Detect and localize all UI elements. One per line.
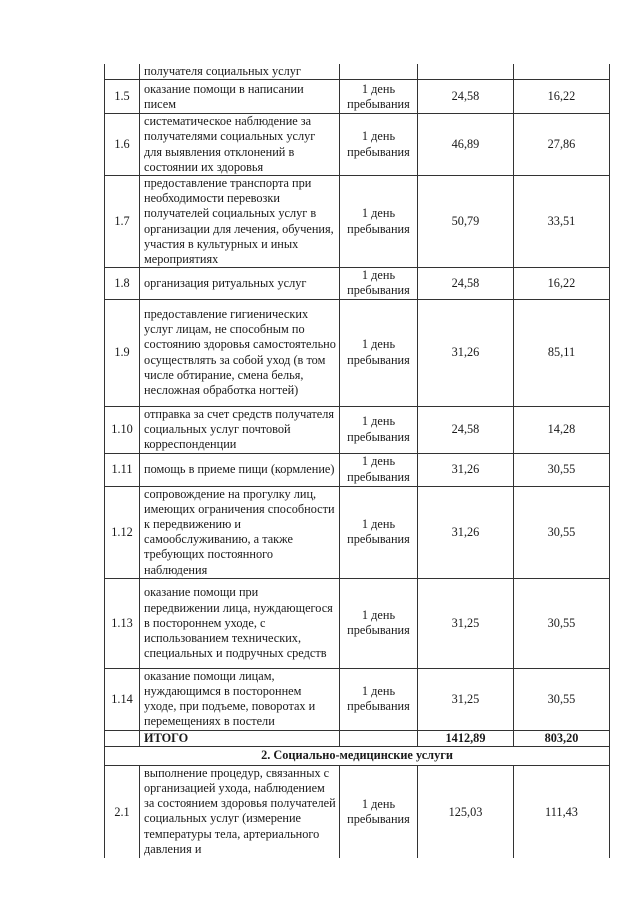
unit-label: пребывания bbox=[347, 469, 410, 484]
price-cell: 50,79 bbox=[418, 176, 514, 268]
total-label: ИТОГО bbox=[140, 730, 340, 746]
tariff-cell: 33,51 bbox=[514, 176, 610, 268]
unit-amount: 1 день bbox=[361, 206, 396, 221]
row-number: 1.14 bbox=[105, 668, 140, 730]
service-description: сопровождение на прогулку лиц, имеющих ограничения способности к передвижению и самообслуживанию, а также требующих постоянного наблюдения bbox=[140, 486, 340, 578]
unit-cell bbox=[340, 80, 418, 114]
price-cell: 46,89 bbox=[418, 114, 514, 176]
unit-cell bbox=[340, 64, 418, 80]
unit-label: пребывания bbox=[347, 221, 410, 236]
table-row bbox=[105, 114, 610, 176]
service-description: оказание помощи лицам, нуждающимся в постороннем уходе, при подъеме, поворотах и перемещениях в постели bbox=[140, 668, 340, 730]
row-number: 1.12 bbox=[105, 486, 140, 578]
tariff-cell bbox=[514, 64, 610, 80]
row-number bbox=[105, 64, 140, 80]
tariff-cell: 16,22 bbox=[514, 268, 610, 299]
service-description: помощь в приеме пищи (кормление) bbox=[140, 453, 340, 486]
unit-label: пребывания bbox=[347, 812, 410, 827]
unit-label: пребывания bbox=[347, 623, 410, 638]
row-number: 1.8 bbox=[105, 268, 140, 299]
unit-cell bbox=[340, 668, 418, 730]
price-cell: 31,25 bbox=[418, 668, 514, 730]
unit-amount: 1 день bbox=[361, 414, 396, 429]
unit-label: пребывания bbox=[347, 429, 410, 444]
price-cell: 31,26 bbox=[418, 299, 514, 406]
unit-amount: 1 день bbox=[361, 608, 396, 623]
unit-cell bbox=[340, 486, 418, 578]
unit-cell bbox=[340, 730, 418, 746]
service-description: выполнение процедур, связанных с организацией ухода, наблюдением за состоянием здоровья получателей социальных услуг (измерение температуры тела, артериального давления и bbox=[140, 765, 340, 858]
table-row bbox=[105, 486, 610, 578]
unit-label: пребывания bbox=[347, 144, 410, 159]
unit-amount: 1 день bbox=[361, 268, 396, 283]
total-row bbox=[105, 730, 610, 746]
service-description: систематическое наблюдение за получателями социальных услуг для выявления отклонений в состоянии их здоровья bbox=[140, 114, 340, 176]
unit-cell bbox=[340, 765, 418, 858]
table-row bbox=[105, 668, 610, 730]
tariff-cell: 30,55 bbox=[514, 668, 610, 730]
unit-cell bbox=[340, 268, 418, 299]
service-description: оказание помощи в написании писем bbox=[140, 80, 340, 114]
row-number: 1.5 bbox=[105, 80, 140, 114]
price-cell bbox=[418, 64, 514, 80]
unit-amount: 1 день bbox=[361, 454, 396, 469]
price-cell: 24,58 bbox=[418, 406, 514, 453]
total-price: 1412,89 bbox=[418, 730, 514, 746]
service-description: отправка за счет средств получателя социальных услуг почтовой корреспонденции bbox=[140, 406, 340, 453]
unit-amount: 1 день bbox=[361, 337, 396, 352]
table-row bbox=[105, 176, 610, 268]
tariff-cell: 111,43 bbox=[514, 765, 610, 858]
unit-cell bbox=[340, 406, 418, 453]
unit-label: пребывания bbox=[347, 352, 410, 367]
table-row bbox=[105, 406, 610, 453]
unit-cell bbox=[340, 176, 418, 268]
table-row bbox=[105, 299, 610, 406]
table-row bbox=[105, 578, 610, 668]
row-number: 1.7 bbox=[105, 176, 140, 268]
unit-amount: 1 день bbox=[361, 129, 396, 144]
row-number: 1.6 bbox=[105, 114, 140, 176]
service-description: предоставление гигиенических услуг лицам, не способным по состоянию здоровья самостоятельно осуществлять за собой уход (в том числе обтирание, смена белья, несложная обработка ногтей) bbox=[140, 299, 340, 406]
price-cell: 31,25 bbox=[418, 578, 514, 668]
unit-amount: 1 день bbox=[361, 796, 396, 811]
unit-label: пребывания bbox=[347, 96, 410, 111]
row-number: 1.13 bbox=[105, 578, 140, 668]
table-row bbox=[105, 765, 610, 858]
unit-label: пребывания bbox=[347, 699, 410, 714]
tariff-cell: 30,55 bbox=[514, 486, 610, 578]
row-number: 1.9 bbox=[105, 299, 140, 406]
tariff-cell: 30,55 bbox=[514, 453, 610, 486]
tariff-cell: 14,28 bbox=[514, 406, 610, 453]
unit-label: пребывания bbox=[347, 283, 410, 298]
section-header-row bbox=[105, 746, 610, 765]
row-number: 1.11 bbox=[105, 453, 140, 486]
unit-label: пребывания bbox=[347, 532, 410, 547]
tariff-cell: 85,11 bbox=[514, 299, 610, 406]
price-cell: 31,26 bbox=[418, 486, 514, 578]
price-cell: 24,58 bbox=[418, 80, 514, 114]
section-title: 2. Социально-медицинские услуги bbox=[105, 746, 610, 765]
row-number: 1.10 bbox=[105, 406, 140, 453]
unit-amount: 1 день bbox=[361, 684, 396, 699]
tariff-table bbox=[104, 64, 610, 858]
unit-amount: 1 день bbox=[361, 517, 396, 532]
row-number: 2.1 bbox=[105, 765, 140, 858]
tariff-cell: 30,55 bbox=[514, 578, 610, 668]
table-row bbox=[105, 268, 610, 299]
unit-cell bbox=[340, 114, 418, 176]
price-cell: 31,26 bbox=[418, 453, 514, 486]
tariff-cell: 16,22 bbox=[514, 80, 610, 114]
table-row bbox=[105, 64, 610, 80]
tariff-cell: 27,86 bbox=[514, 114, 610, 176]
row-number bbox=[105, 730, 140, 746]
unit-cell bbox=[340, 453, 418, 486]
table-row bbox=[105, 453, 610, 486]
total-tariff: 803,20 bbox=[514, 730, 610, 746]
service-description: организация ритуальных услуг bbox=[140, 268, 340, 299]
service-description: предоставление транспорта при необходимости перевозки получателей социальных услуг в организации для лечения, обучения, участия в культурных и иных мероприятиях bbox=[140, 176, 340, 268]
price-cell: 125,03 bbox=[418, 765, 514, 858]
unit-amount: 1 день bbox=[361, 81, 396, 96]
service-description: оказание помощи при передвижении лица, нуждающегося в постороннем уходе, с использованием технических, специальных и подручных средств bbox=[140, 578, 340, 668]
price-cell: 24,58 bbox=[418, 268, 514, 299]
unit-cell bbox=[340, 578, 418, 668]
service-description: получателя социальных услуг bbox=[140, 64, 340, 80]
table-row bbox=[105, 80, 610, 114]
unit-cell bbox=[340, 299, 418, 406]
